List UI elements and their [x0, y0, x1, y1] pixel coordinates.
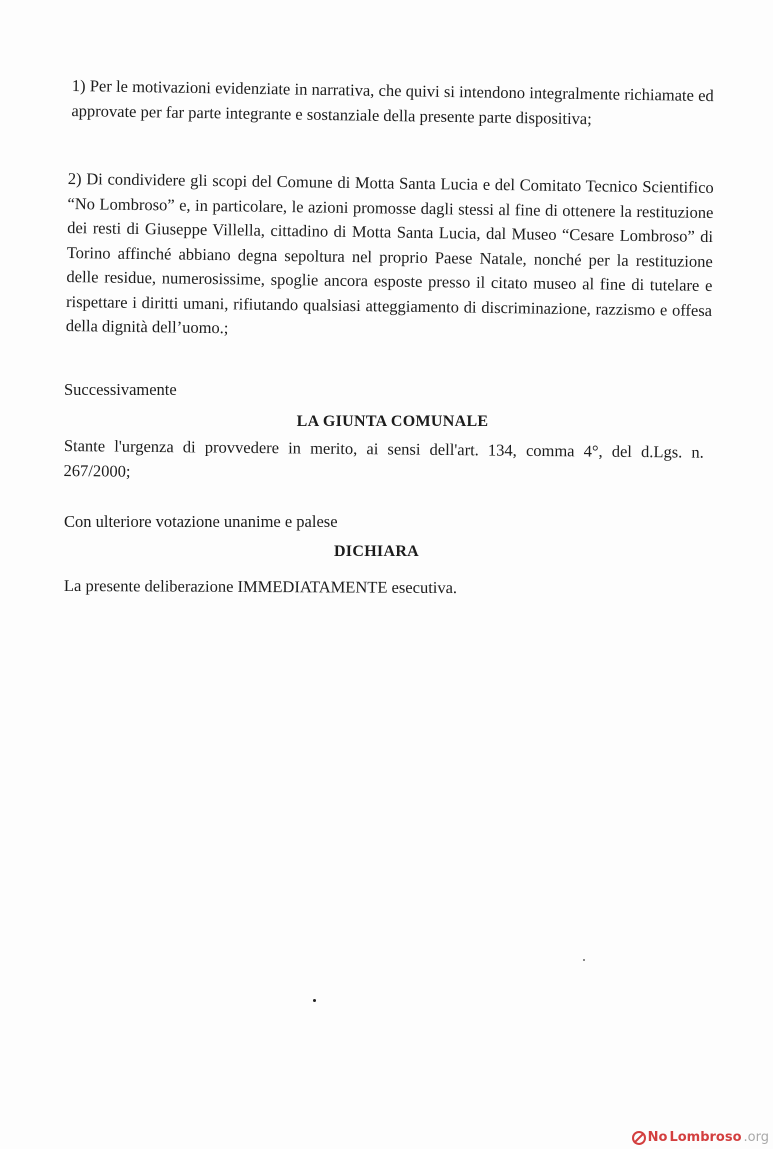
no-sign-icon	[632, 1131, 646, 1145]
executive-statement: La presente deliberazione IMMEDIATAMENTE esecutiva.	[63, 576, 458, 598]
watermark-org: .org	[743, 1130, 769, 1145]
deliberation-item-2: 2) Di condividere gli scopi del Comune di Motta Santa Lucia e del Comitato Tecnico Scientifico “No Lombroso” e, in particolare, le azioni promosse dagli stessi al fine di ottenere la restituzione dei resti di Giuseppe Villella, cittadino di Motta Santa Lucia, dal Museo “Cesare Lombroso” di Torino affinché abbiano degna sepoltura nel proprio Paese Natale, nonché per la restituzione delle residue, numerosissime, spoglie ancora esposte presso il citato museo al fine di tutelare e rispettare i diritti umani, rifiutando qualsiasi atteggiamento di discriminazione, razzismo e offesa della dignità dell’uomo.;	[65, 168, 714, 338]
watermark-lombroso: Lombroso	[669, 1130, 742, 1145]
watermark	[632, 1130, 769, 1145]
giunta-heading: LA GIUNTA COMUNALE	[296, 413, 489, 430]
dichiara-heading: DICHIARA	[333, 543, 420, 560]
watermark-no: No	[647, 1130, 668, 1145]
deliberation-item-1: 1) Per le motivazioni evidenziate in narrativa, che quivi si intendono integralmente richiamate ed approvate per far parte integrante e sostanziale della presente parte dispositiva;	[71, 75, 714, 128]
vote-paragraph: Con ulteriore votazione unanime e palese	[64, 512, 338, 531]
urgency-paragraph: Stante l'urgenza di provvedere in merito, ai sensi dell'art. 134, comma 4°, del d.Lgs. n. 267/2000;	[63, 435, 704, 481]
scan-speck	[583, 959, 585, 961]
scan-speck	[313, 999, 316, 1002]
successivamente-text: Successivamente	[64, 380, 177, 399]
